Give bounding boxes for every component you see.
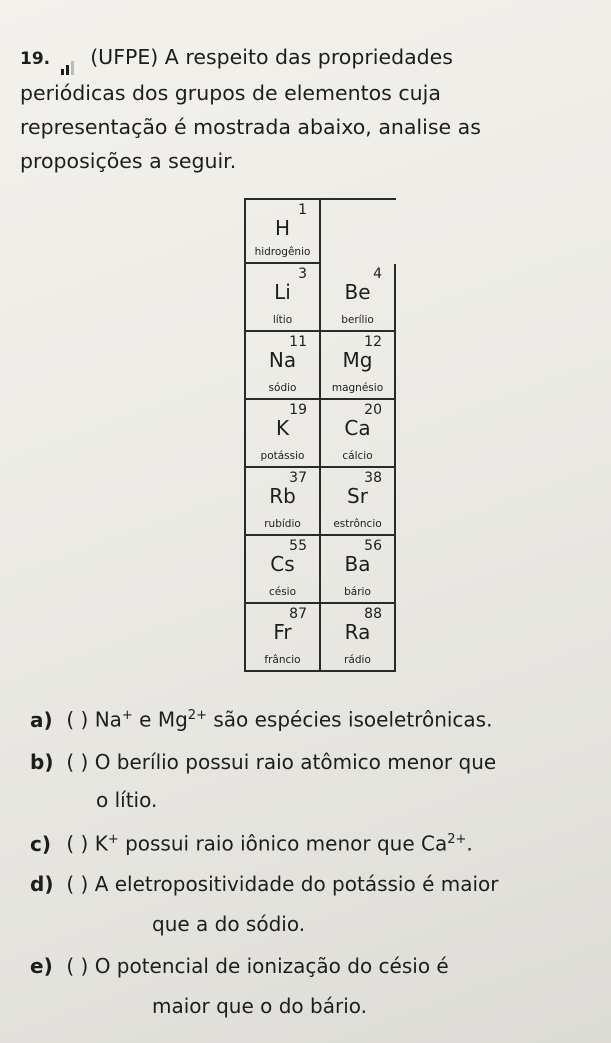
cell-rb bbox=[246, 468, 321, 536]
table-row bbox=[246, 536, 396, 604]
option-label: e) bbox=[30, 954, 53, 978]
element-symbol: Be bbox=[344, 280, 371, 304]
element-name: hidrogênio bbox=[254, 246, 311, 258]
option-e-continuation: maior que o do bário. bbox=[152, 994, 367, 1018]
atomic-number: 3 bbox=[298, 266, 307, 282]
question-number: 19. bbox=[20, 49, 51, 69]
element-name: cálcio bbox=[342, 450, 373, 462]
table-row bbox=[246, 200, 396, 264]
header-text-2: periódicas dos grupos de elementos cuja bbox=[20, 81, 441, 105]
option-text: . bbox=[466, 831, 473, 856]
element-name: sódio bbox=[268, 382, 297, 394]
header-text-4: proposições a seguir. bbox=[20, 149, 237, 173]
element-symbol: Fr bbox=[273, 620, 292, 644]
question-header bbox=[20, 40, 590, 178]
difficulty-icon bbox=[61, 41, 76, 75]
option-d-continuation: que a do sódio. bbox=[152, 912, 306, 936]
atomic-number: 55 bbox=[289, 538, 307, 554]
atomic-number: 12 bbox=[364, 334, 382, 350]
periodic-table-excerpt bbox=[244, 198, 396, 672]
atomic-number: 88 bbox=[364, 606, 382, 622]
atomic-number: 20 bbox=[364, 402, 382, 418]
header-text-3: representação é mostrada abaixo, analise as bbox=[20, 115, 481, 139]
element-name: estrôncio bbox=[333, 518, 382, 530]
element-symbol: Ca bbox=[344, 416, 371, 440]
element-name: berílio bbox=[341, 314, 374, 326]
cell-cs bbox=[246, 536, 321, 604]
superscript: 2+ bbox=[447, 832, 467, 847]
option-text: K bbox=[94, 831, 108, 856]
header-text-1: (UFPE) A respeito das propriedades bbox=[90, 45, 453, 69]
option-label: d) bbox=[30, 872, 54, 896]
element-symbol: Sr bbox=[347, 484, 368, 508]
answer-box[interactable]: ( ) bbox=[66, 831, 89, 856]
option-b-continuation: o lítio. bbox=[96, 788, 158, 812]
element-symbol: Li bbox=[274, 280, 291, 304]
option-label: b) bbox=[30, 750, 54, 774]
element-name: magnésio bbox=[331, 382, 384, 394]
element-symbol: K bbox=[275, 416, 290, 440]
option-text: Mg bbox=[157, 707, 188, 732]
superscript: + bbox=[107, 832, 119, 847]
cell-na bbox=[246, 332, 321, 400]
table-row bbox=[246, 468, 396, 536]
atomic-number: 56 bbox=[364, 538, 382, 554]
superscript: 2+ bbox=[187, 708, 207, 723]
option-label: c) bbox=[30, 831, 51, 856]
atomic-number: 37 bbox=[289, 470, 307, 486]
option-text: O berílio possui raio atômico menor que bbox=[94, 750, 497, 774]
element-name: potássio bbox=[260, 450, 305, 462]
option-a bbox=[30, 696, 492, 740]
option-text: A eletropositividade do potássio é maior bbox=[94, 872, 499, 896]
element-symbol: Na bbox=[268, 348, 297, 372]
element-symbol: Cs bbox=[270, 552, 295, 576]
header-line-1 bbox=[20, 40, 590, 76]
answer-box[interactable]: ( ) bbox=[66, 707, 89, 732]
atomic-number: 38 bbox=[364, 470, 382, 486]
cell-fr bbox=[246, 604, 321, 672]
superscript: + bbox=[121, 708, 133, 723]
answer-box[interactable]: ( ) bbox=[66, 750, 89, 774]
option-text: Na bbox=[94, 707, 122, 732]
cell-be bbox=[321, 264, 396, 332]
element-name: lítio bbox=[272, 314, 293, 326]
cell-ca bbox=[321, 400, 396, 468]
atomic-number: 11 bbox=[289, 334, 307, 350]
cell-ra bbox=[321, 604, 396, 672]
table-row bbox=[246, 400, 396, 468]
option-text: O potencial de ionização do césio é bbox=[94, 954, 449, 978]
cell-k bbox=[246, 400, 321, 468]
table-row bbox=[246, 264, 396, 332]
atomic-number: 19 bbox=[289, 402, 307, 418]
element-name: rádio bbox=[344, 654, 371, 666]
atomic-number: 1 bbox=[298, 202, 307, 218]
element-name: frâncio bbox=[264, 654, 301, 666]
cell-ba bbox=[321, 536, 396, 604]
element-name: rubídio bbox=[264, 518, 301, 530]
table-row bbox=[246, 332, 396, 400]
element-symbol: Mg bbox=[342, 348, 373, 372]
option-text: Ca bbox=[421, 831, 448, 856]
answer-box[interactable]: ( ) bbox=[66, 954, 89, 978]
table-row bbox=[246, 604, 396, 672]
option-e bbox=[30, 946, 449, 986]
cell-li bbox=[246, 264, 321, 332]
element-name: bário bbox=[344, 586, 371, 598]
atomic-number: 87 bbox=[289, 606, 307, 622]
element-symbol: H bbox=[274, 216, 291, 240]
element-symbol: Ra bbox=[344, 620, 371, 644]
option-label: a) bbox=[30, 707, 53, 732]
element-symbol: Ba bbox=[344, 552, 371, 576]
option-text: possui raio iônico menor que bbox=[118, 831, 421, 856]
option-c bbox=[30, 820, 473, 864]
cell-sr bbox=[321, 468, 396, 536]
element-symbol: Rb bbox=[269, 484, 296, 508]
atomic-number: 4 bbox=[373, 266, 382, 282]
element-name: césio bbox=[268, 586, 297, 598]
option-b bbox=[30, 742, 496, 782]
option-d bbox=[30, 864, 499, 904]
option-text: e bbox=[132, 707, 158, 732]
answer-box[interactable]: ( ) bbox=[66, 872, 89, 896]
cell-mg bbox=[321, 332, 396, 400]
cell-h bbox=[246, 200, 321, 264]
option-text: são espécies isoeletrônicas. bbox=[206, 707, 493, 732]
